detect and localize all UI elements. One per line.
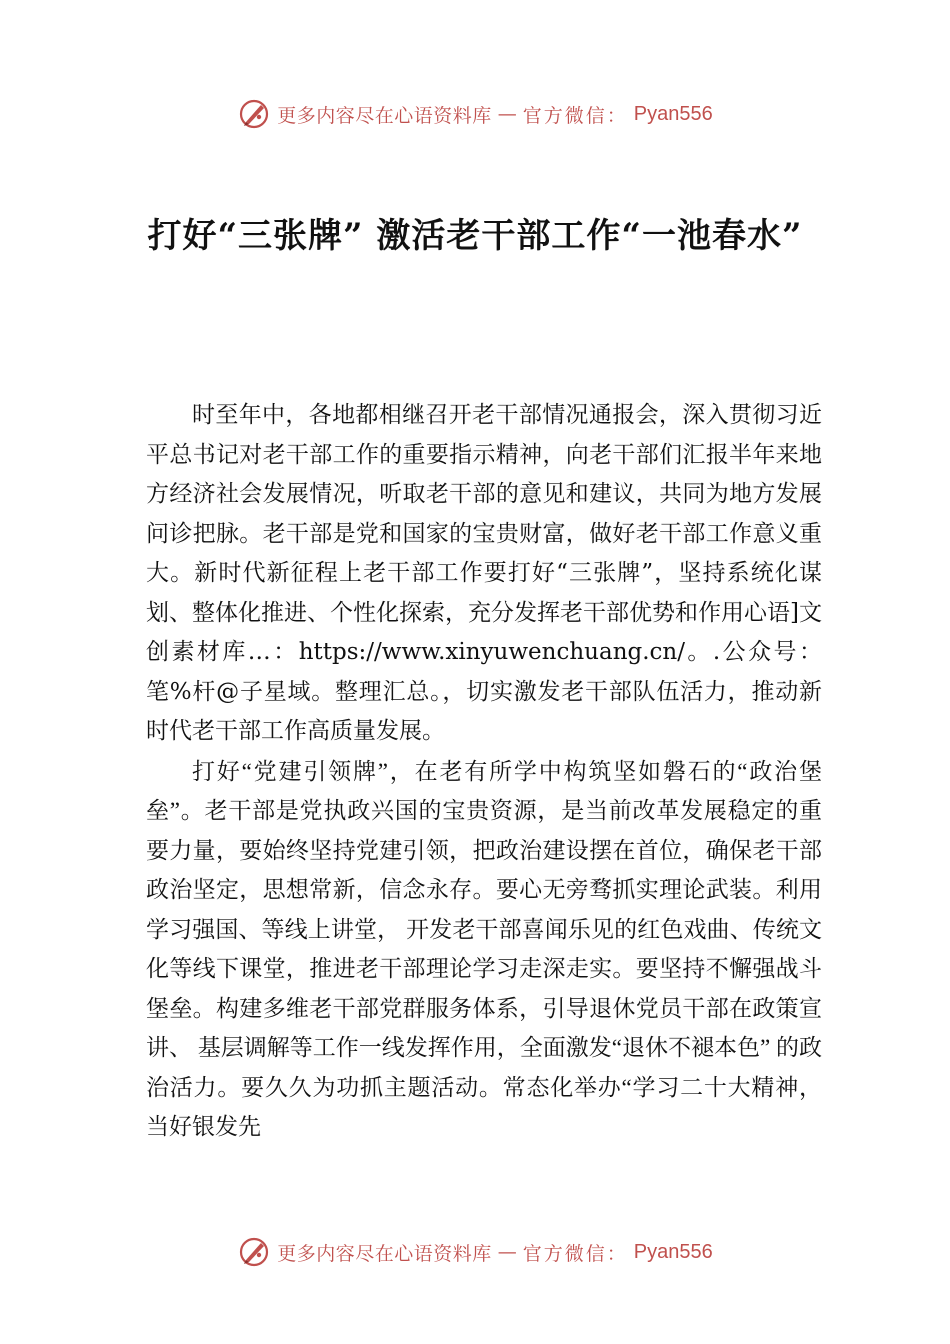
banner-label: 官方微信：: [522, 1242, 628, 1265]
banner-wechat-id: Pyan556: [633, 1240, 713, 1263]
pen-emblem-icon: [237, 1235, 271, 1269]
paragraph-intro: 时至年中，各地都相继召开老干部情况通报会，深入贯彻习近平总书记对老干部工作的重要指示精神，向老干部们汇报半年来地方经济社会发展情况，听取老干部的意见和建议，共同为地方发展问诊把脉。老干部是党和国家的宝贵财富，做好老干部工作意义重大。新时代新征程上老干部工作要打好“三张牌”，坚持系统化谋划、整体化推进、个性化探索，充分发挥老干部优势和作用心语]文创素材库…：https://www.xinyuwenchuang.cn/。.公众号：笔%杆@子星域。整理汇总。，切实激发老干部队伍活力，推动新时代老干部工作高质量发展。: [146, 402, 822, 744]
pen-emblem-icon: [237, 97, 271, 131]
banner-brand: 更多内容尽在心语资料库: [277, 104, 492, 127]
footer-watermark-banner: [0, 1232, 950, 1272]
banner-brand: 更多内容尽在心语资料库: [277, 1242, 492, 1265]
document-title: 打好“三张牌” 激活老干部工作“一池春水”: [147, 216, 803, 256]
paragraph-party-building: 打好“党建引领牌”，在老有所学中构筑坚如磐石的“政治堡垒”。老干部是党执政兴国的宝贵资源，是当前改革发展稳定的重要力量，要始终坚持党建引领，把政治建设摆在首位，确保老干部政治坚定，思想常新，信念永存。要心无旁骛抓实理论武装。利用学习强国、等线上讲堂， 开发老干部喜闻乐见的红色戏曲、传统文化等线下课堂，推进老干部理论学习走深走实。要坚持不懈强战斗堡垒。构建多维老干部党群服务体系，引导退休党员干部在政策宣讲、 基层调解等工作一线发挥作用，全面激发“退休不褪本色” 的政治活力。要久久为功抓主题活动。常态化举办“学习二十大精神，当好银发先: [146, 758, 822, 1139]
banner-wechat-id: Pyan556: [633, 102, 713, 125]
banner-separator: —: [497, 1241, 517, 1263]
banner-separator: —: [497, 103, 517, 125]
document-body: [146, 396, 822, 1147]
header-watermark-banner: [0, 94, 950, 134]
banner-label: 官方微信：: [522, 104, 628, 127]
